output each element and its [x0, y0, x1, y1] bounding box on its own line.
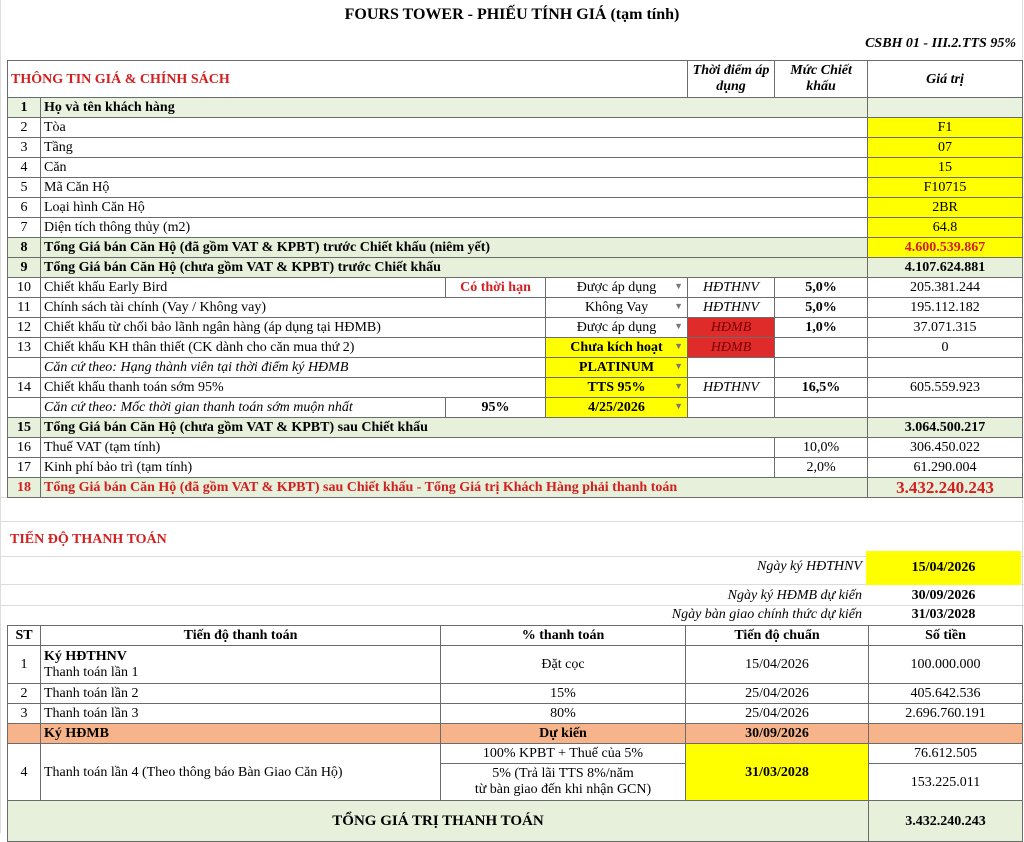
table-row [8, 418, 1023, 438]
payment-3-amount: 2.696.760.191 [869, 704, 1023, 724]
row-label: Chiết khấu thanh toán sớm 95% [41, 378, 546, 398]
row-number: 6 [8, 198, 41, 218]
payment-2-date: 25/04/2026 [686, 684, 869, 704]
total-value: 3.432.240.243 [869, 801, 1023, 842]
base-price-value: 4.107.624.881 [868, 258, 1023, 278]
customer-name-value[interactable] [868, 98, 1023, 118]
progress-header: Tiến độ thanh toán [41, 626, 441, 646]
table-row [8, 684, 1023, 704]
payment-1-title: Ký HĐTHNV [44, 648, 127, 664]
sign-hdthnv-date[interactable]: 15/04/2026 [866, 551, 1021, 585]
payment-4-label: Thanh toán lần 4 (Theo thông báo Bàn Giao Căn Hộ) [41, 744, 441, 801]
table-row [8, 198, 1023, 218]
row-number: 1 [8, 98, 41, 118]
payment-4b-cell [441, 764, 686, 801]
payment-1-percent: Đặt cọc [441, 646, 686, 684]
membership-select[interactable] [546, 358, 688, 378]
select-value: Không Vay [584, 300, 649, 315]
payment-1-date: 15/04/2026 [686, 646, 869, 684]
table-row [8, 258, 1023, 278]
apply-time: HĐTHNV [688, 378, 775, 398]
row-label: Loại hình Căn Hộ [41, 198, 868, 218]
row-label: Chiết khấu KH thân thiết (CK dành cho căn mua thứ 2) [41, 338, 546, 358]
discount-value: 205.381.244 [868, 278, 1023, 298]
maintenance-value: 61.290.004 [868, 458, 1023, 478]
chevron-down-icon: ▼ [674, 301, 684, 311]
row-label: Căn [41, 158, 868, 178]
area-value[interactable]: 64.8 [868, 218, 1023, 238]
payment-3-percent: 80% [441, 704, 686, 724]
sign-hdmb-label: Ngày ký HĐMB dự kiến [727, 588, 862, 603]
table-row [8, 158, 1023, 178]
discount-rate [775, 338, 868, 358]
row-number: 8 [8, 238, 41, 258]
payment-1-amount: 100.000.000 [869, 646, 1023, 684]
select-value: TTS 95% [587, 380, 646, 395]
table-row [8, 378, 1023, 398]
vat-rate: 10,0% [775, 438, 868, 458]
table-row [8, 218, 1023, 238]
sign-hdthnv-label: Ngày ký HĐTHNV [757, 559, 862, 574]
tower-value[interactable]: F1 [868, 118, 1023, 138]
chevron-down-icon: ▼ [674, 341, 684, 351]
row-label: Tổng Giá bán Căn Hộ (đã gồm VAT & KPBT) sau Chiết khấu - Tổng Giá trị Khách Hàng phải thanh toán [41, 478, 868, 498]
table-row [8, 238, 1023, 258]
hdmb-date: 30/09/2026 [686, 724, 869, 744]
row-number: 3 [8, 138, 41, 158]
net-price-value: 3.064.500.217 [868, 418, 1023, 438]
table-row [8, 744, 1023, 764]
payment-4a-amount: 76.612.505 [869, 744, 1023, 764]
sheet-title: FOURS TOWER - PHIẾU TÍNH GIÁ (tạm tính) [344, 6, 680, 23]
select-value: Chưa kích hoạt [570, 340, 663, 355]
chevron-down-icon: ▼ [674, 361, 684, 371]
row-label: Tòa [41, 118, 868, 138]
apply-time: HĐMB [688, 338, 775, 358]
row-label: Căn cứ theo: Hạng thành viên tại thời điểm ký HĐMB [41, 358, 546, 378]
row-number: 1 [8, 646, 41, 684]
row-number: 4 [8, 158, 41, 178]
row-number: 5 [8, 178, 41, 198]
table-row [8, 338, 1023, 358]
sign-hdmb-date: 30/09/2026 [911, 588, 976, 603]
row-number: 2 [8, 118, 41, 138]
maintenance-rate: 2,0% [775, 458, 868, 478]
chevron-down-icon: ▼ [674, 281, 684, 291]
loyal-customer-select[interactable] [546, 338, 688, 358]
row-label: Chính sách tài chính (Vay / Không vay) [41, 298, 546, 318]
handover-label: Ngày bàn giao chính thức dự kiến [671, 607, 862, 622]
row-number: 7 [8, 218, 41, 238]
row-label: Mã Căn Hộ [41, 178, 868, 198]
col-discount-header: Mức Chiết khấu [775, 61, 868, 98]
table-row [8, 358, 1023, 378]
unit-value[interactable]: 15 [868, 158, 1023, 178]
payment-4b-amount: 153.225.011 [869, 764, 1023, 801]
select-value: 4/25/2026 [588, 400, 645, 415]
payment-section-title: TIẾN ĐỘ THANH TOÁN [10, 532, 167, 547]
payment-3-date: 25/04/2026 [686, 704, 869, 724]
listed-price-value: 4.600.539.867 [868, 238, 1023, 258]
discount-rate: 5,0% [775, 278, 868, 298]
discount-value: 605.559.923 [868, 378, 1023, 398]
row-label: Tổng Giá bán Căn Hộ (đã gồm VAT & KPBT) trước Chiết khấu (niêm yết) [41, 238, 868, 258]
payment-4-date[interactable]: 31/03/2028 [686, 744, 869, 801]
chevron-down-icon: ▼ [674, 321, 684, 331]
table-row [8, 118, 1023, 138]
grand-total-value: 3.432.240.243 [868, 478, 1023, 498]
table-row [8, 458, 1023, 478]
table-row [8, 318, 1023, 338]
table-row [8, 704, 1023, 724]
discount-rate: 1,0% [775, 318, 868, 338]
unit-type-value[interactable]: 2BR [868, 198, 1023, 218]
financing-select[interactable] [546, 298, 688, 318]
price-table [7, 60, 1023, 498]
amount-header: Số tiền [869, 626, 1023, 646]
payment-4b-percent: 5% (Trả lãi TTS 8%/năm [492, 766, 634, 781]
table-row [8, 138, 1023, 158]
apply-time: HĐMB [688, 318, 775, 338]
floor-value[interactable]: 07 [868, 138, 1023, 158]
row-number [8, 358, 41, 378]
vat-value: 306.450.022 [868, 438, 1023, 458]
percent-header: % thanh toán [441, 626, 686, 646]
table-row [8, 278, 1023, 298]
row-number: 12 [8, 318, 41, 338]
time-limited-tag: Có thời hạn [446, 278, 546, 298]
row-label: Thuế VAT (tạm tính) [41, 438, 775, 458]
row-number: 15 [8, 418, 41, 438]
table-row [8, 98, 1023, 118]
row-number: 11 [8, 298, 41, 318]
table-row [8, 178, 1023, 198]
row-label: Kinh phí bảo trì (tạm tính) [41, 458, 775, 478]
total-label: TỔNG GIÁ TRỊ THANH TOÁN [8, 801, 869, 842]
row-label: Tầng [41, 138, 868, 158]
early-bird-select[interactable] [546, 278, 688, 298]
row-number: 4 [8, 744, 41, 801]
row-label: Chiết khấu từ chối bảo lãnh ngân hàng (áp dụng tại HĐMB) [41, 318, 546, 338]
row-number: 14 [8, 378, 41, 398]
handover-date: 31/03/2028 [911, 607, 976, 622]
table-row [8, 801, 1023, 842]
row-label: Tổng Giá bán Căn Hộ (chưa gồm VAT & KPBT) trước Chiết khấu [41, 258, 868, 278]
price-section-title: THÔNG TIN GIÁ & CHÍNH SÁCH [8, 61, 688, 98]
select-value: Được áp dụng [576, 320, 657, 335]
payment-2-label: Thanh toán lần 2 [41, 684, 441, 704]
hdmb-percent: Dự kiến [441, 724, 686, 744]
discount-value: 37.071.315 [868, 318, 1023, 338]
discount-rate: 5,0% [775, 298, 868, 318]
row-number: 16 [8, 438, 41, 458]
table-row [8, 298, 1023, 318]
discount-rate: 16,5% [775, 378, 868, 398]
table-row [8, 398, 1023, 418]
discount-value: 195.112.182 [868, 298, 1023, 318]
bank-guarantee-select[interactable] [546, 318, 688, 338]
deadline-select[interactable] [546, 398, 688, 418]
discount-value: 0 [868, 338, 1023, 358]
st-header: ST [8, 626, 41, 646]
row-number: 13 [8, 338, 41, 358]
table-row [8, 724, 1023, 744]
standard-header: Tiến độ chuẩn [686, 626, 869, 646]
row-number: 3 [8, 704, 41, 724]
row-label: Chiết khấu Early Bird [41, 278, 446, 298]
row-number: 9 [8, 258, 41, 278]
col-value-header: Giá trị [868, 61, 1023, 98]
hdmb-label: Ký HĐMB [41, 724, 441, 744]
unit-code-value[interactable]: F10715 [868, 178, 1023, 198]
apply-time: HĐTHNV [688, 278, 775, 298]
early-payment-percent: 95% [446, 398, 546, 418]
payment-4b-note: từ bàn giao đến khi nhận GCN) [474, 782, 652, 797]
row-number: 10 [8, 278, 41, 298]
select-value: PLATINUM [578, 360, 655, 375]
col-time-header: Thời điểm áp dụng [688, 61, 775, 98]
row-label: Căn cứ theo: Mốc thời gian thanh toán sớm muộn nhất [41, 398, 446, 418]
table-row [8, 438, 1023, 458]
table-row [8, 478, 1023, 498]
policy-code: CSBH 01 - III.2.TTS 95% [865, 36, 1016, 51]
row-label: Diện tích thông thủy (m2) [41, 218, 868, 238]
chevron-down-icon: ▼ [674, 401, 684, 411]
row-label: Tổng Giá bán Căn Hộ (chưa gồm VAT & KPBT) sau Chiết khấu [41, 418, 868, 438]
select-value: Được áp dụng [576, 280, 657, 295]
payment-2-percent: 15% [441, 684, 686, 704]
payment-1-label: Thanh toán lần 1 [44, 664, 139, 680]
chevron-down-icon: ▼ [674, 381, 684, 391]
apply-time: HĐTHNV [688, 298, 775, 318]
table-row [8, 646, 1023, 684]
row-number: 18 [8, 478, 41, 498]
customer-name-label: Họ và tên khách hàng [41, 98, 868, 118]
row-number [8, 398, 41, 418]
payment-table [7, 625, 1023, 842]
row-number: 2 [8, 684, 41, 704]
row-number: 17 [8, 458, 41, 478]
payment-1-cell [41, 646, 441, 684]
payment-3-label: Thanh toán lần 3 [41, 704, 441, 724]
payment-4a-percent: 100% KPBT + Thuế của 5% [441, 744, 686, 764]
early-payment-select[interactable] [546, 378, 688, 398]
payment-2-amount: 405.642.536 [869, 684, 1023, 704]
